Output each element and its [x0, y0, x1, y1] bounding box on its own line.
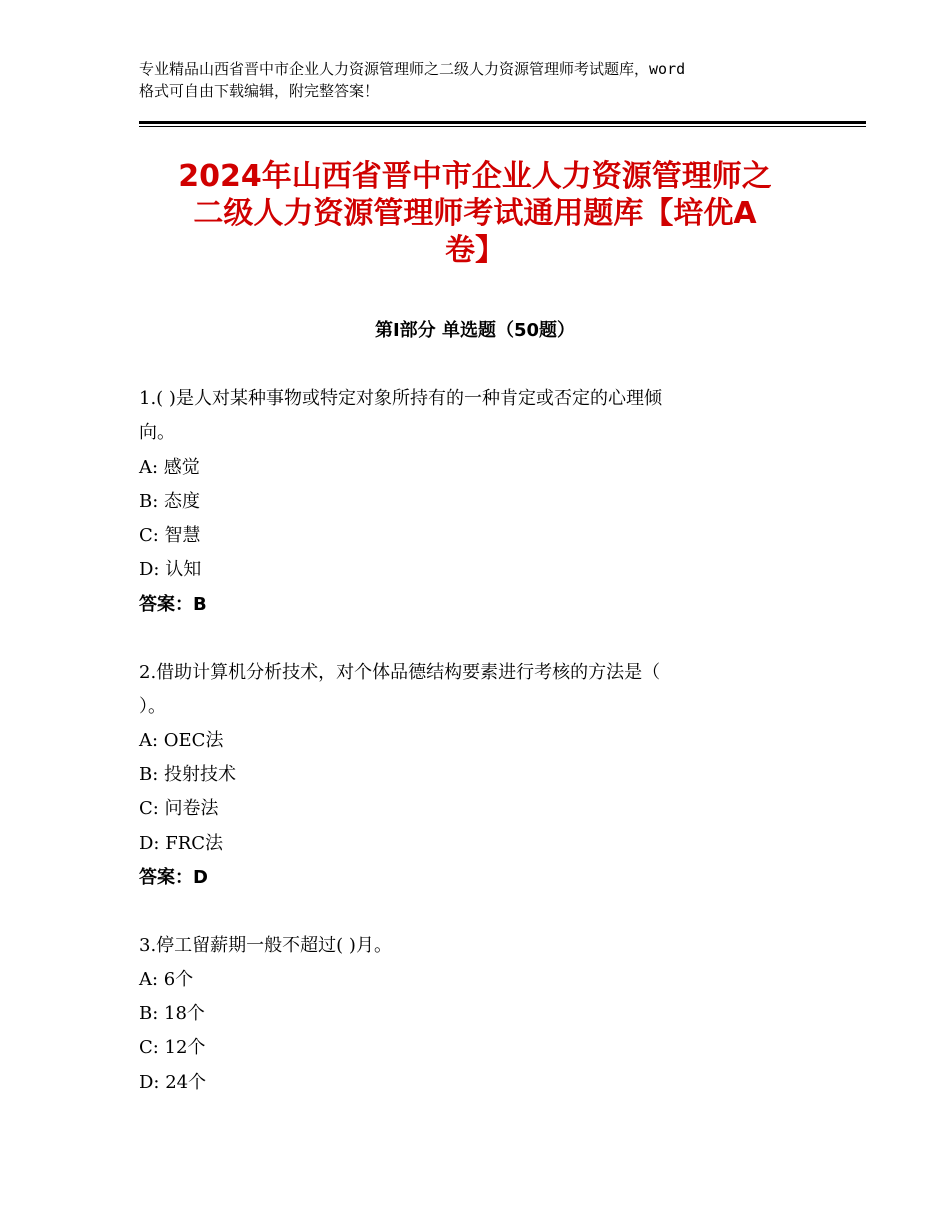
- question-2-option-a: A: OEC法: [139, 730, 224, 751]
- question-2-stem-line-1: 2.借助计算机分析技术，对个体品德结构要素进行考核的方法是（: [139, 662, 661, 683]
- header-note: [139, 58, 829, 102]
- header-note-line-2: 格式可自由下载编辑，附完整答案！: [139, 82, 380, 100]
- question-2-answer: 答案：D: [139, 867, 208, 888]
- question-1-answer: 答案：B: [139, 594, 207, 615]
- question-1-option-a: A: 感觉: [139, 457, 200, 478]
- question-3-option-d: D: 24个: [139, 1072, 207, 1093]
- title-line-1: 2024年山西省晋中市企业人力资源管理师之: [178, 159, 772, 194]
- question-1-option-d: D: 认知: [139, 559, 202, 580]
- header-divider-thin: [139, 126, 866, 127]
- header-note-line-1: 专业精品山西省晋中市企业人力资源管理师之二级人力资源管理师考试题库，word: [139, 60, 686, 78]
- question-1-stem-line-1: 1.( )是人对某种事物或特定对象所持有的一种肯定或否定的心理倾: [139, 388, 662, 409]
- title-line-3: 卷】: [445, 233, 505, 268]
- question-1-stem-line-2: 向。: [139, 422, 175, 443]
- question-3-option-c: C: 12个: [139, 1037, 206, 1058]
- question-2-option-c: C: 问卷法: [139, 798, 219, 819]
- section-heading: 第Ⅰ部分 单选题（50题）: [374, 320, 575, 341]
- question-2-option-b: B: 投射技术: [139, 764, 237, 785]
- question-3-option-b: B: 18个: [139, 1003, 205, 1024]
- question-2-stem-line-2: ）。: [139, 696, 166, 717]
- document-title: [100, 158, 850, 269]
- question-1-option-c: C: 智慧: [139, 525, 201, 546]
- question-1-option-b: B: 态度: [139, 491, 201, 512]
- question-2-option-d: D: FRC法: [139, 833, 224, 854]
- header-divider-thick: [139, 121, 866, 124]
- question-3-option-a: A: 6个: [139, 969, 194, 990]
- question-3-stem-line-1: 3.停工留薪期一般不超过( )月。: [139, 935, 392, 956]
- title-line-2: 二级人力资源管理师考试通用题库【培优A: [193, 196, 757, 231]
